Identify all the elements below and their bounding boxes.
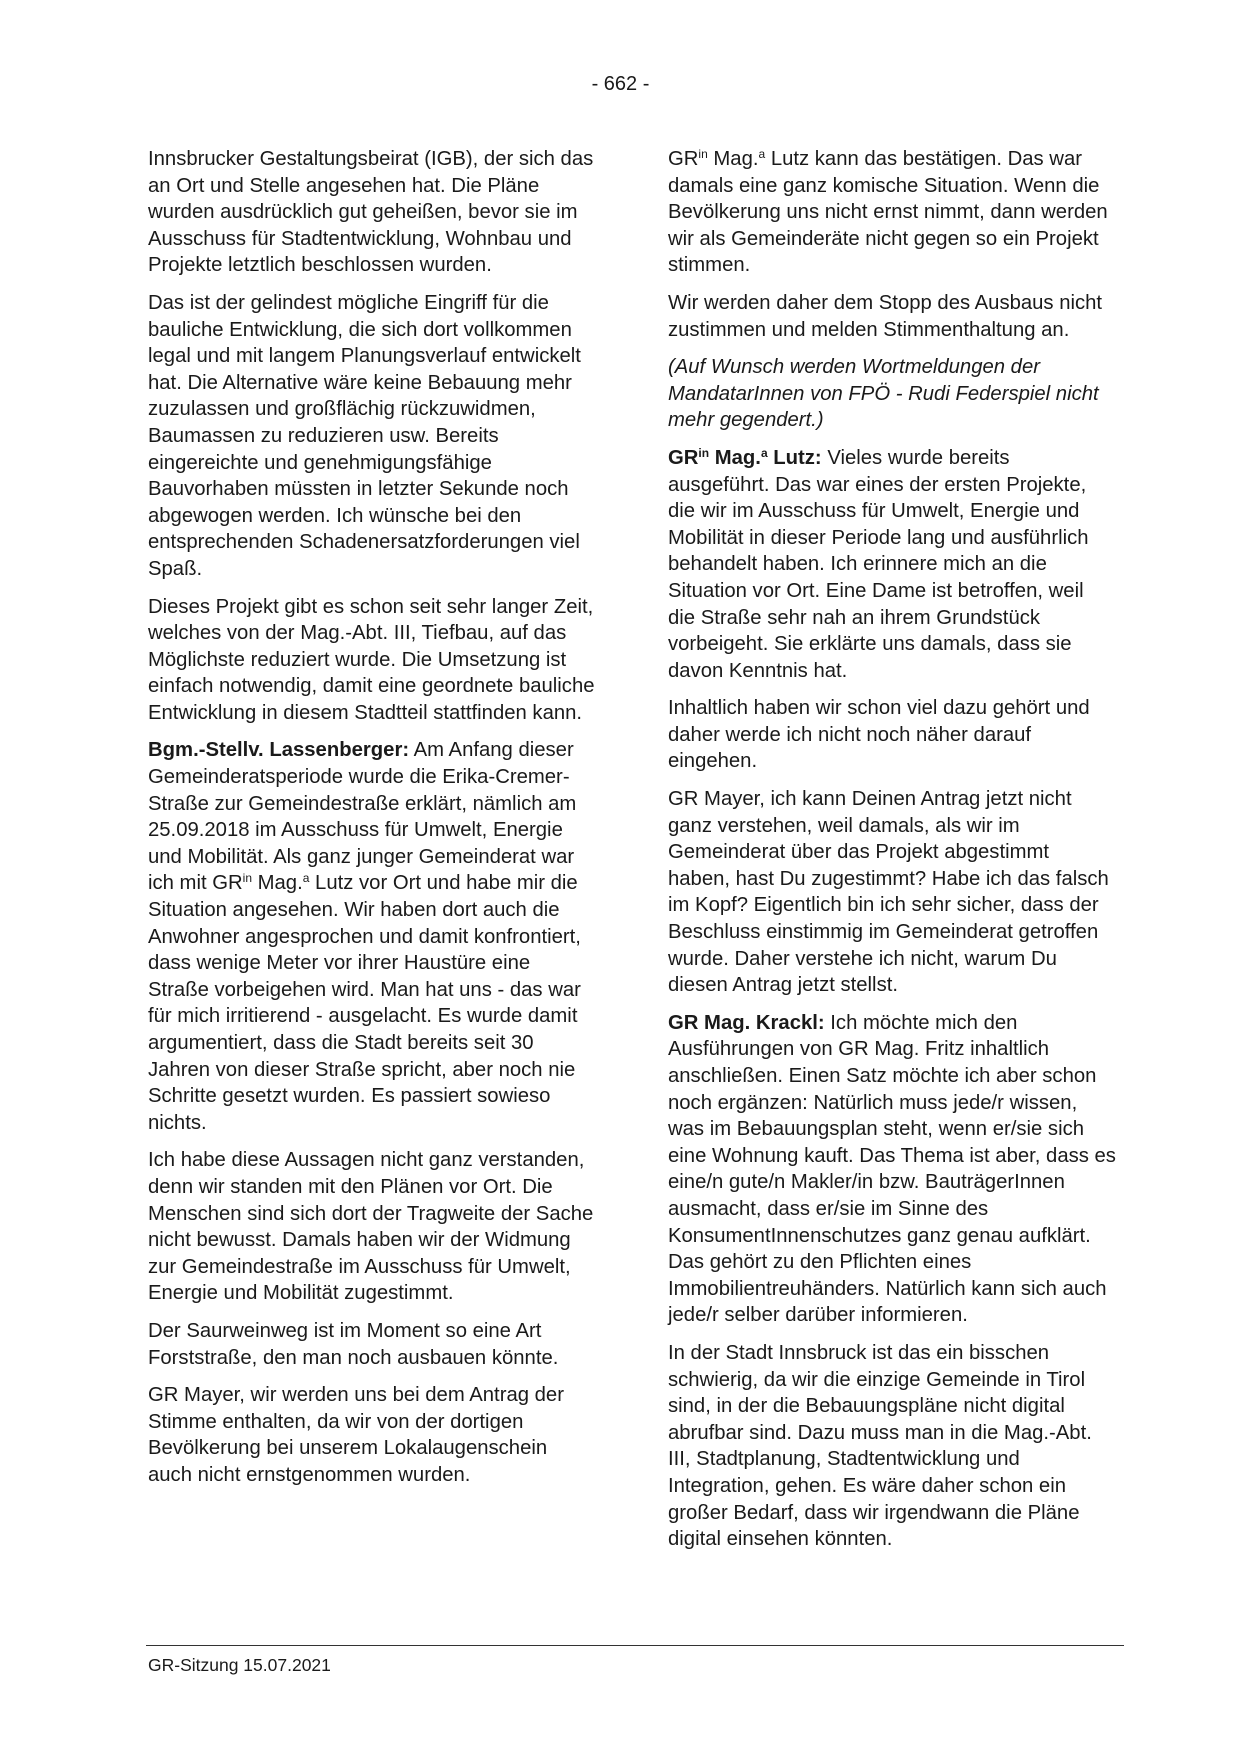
paragraph: $GR^{in}$ Mag.$^a$ Lutz: Vieles wurde bereits ausgeführt. Das war eines der ersten Projekte, die wir im Ausschuss für Umwelt, Energie und Mobilität in dieser Periode lang und ausführlich behandelt haben. Ich erinnere mich an die Situation vor Ort. Eine Dame ist betroffen, weil die Straße sehr nah an ihrem Grundstück vorbeigeht. Sie erklärte uns damals, dass sie davon Kenntnis hat. bbox=[668, 445, 1089, 682]
page-number: - 662 - bbox=[591, 73, 650, 95]
speaker-name: Bgm.-Stellv. Lassenberger: bbox=[148, 739, 410, 762]
paragraph: Innsbrucker Gestaltungsbeirat (IGB), der sich das an Ort und Stelle angesehen hat. Die Pläne wurden ausdrücklich gut geheißen, bevor sie im Ausschuss für Stadtentwicklung, Wohnbau und Projekte letztlich beschlossen wurden. bbox=[148, 148, 594, 277]
paragraph: Der Saurweinweg ist im Moment so eine Art Forststraße, den man noch ausbauen könnte. bbox=[148, 1319, 559, 1369]
paragraph: Bgm.-Stellv. Lassenberger: Am Anfang dieser Gemeinderatsperiode wurde die Erika-Cremer-Straße zur Gemeindestraße erklärt, nämlich am 25.09.2018 im Ausschuss für Umwelt, Energie und Mobilität. Als ganz junger Gemeinderat war ich mit $GR^{in}$ Mag.$^a$ Lutz vor Ort und habe mir die Situation angesehen. Wir haben dort auch die Anwohner angesprochen und damit konfrontiert, dass wenige Meter vor ihrer Haustüre eine Straße vorbeigehen wird. Man hat uns - das war für mich irritierend - ausgelacht. Es wurde damit argumentiert, dass die Stadt bereits seit 30 Jahren von dieser Straße spricht, aber noch nie Schritte gesetzt wurden. Es passiert sowieso nichts. bbox=[148, 739, 581, 1134]
right-column bbox=[668, 146, 1116, 1564]
paragraph: Wir werden daher dem Stopp des Ausbaus nicht zustimmen und melden Stimmenthaltung an. bbox=[668, 291, 1103, 341]
paragraph: Das ist der gelindest mögliche Eingriff für die bauliche Entwicklung, die sich dort vollkommen legal und mit langem Planungsverlauf entwickelt hat. Die Alternative wäre keine Bebauung mehr zuzulassen und großflächig rückzuwidmen, Baumassen zu reduzieren usw. Bereits eingereichte und genehmigungsfähige Bauvorhaben müssten in letzter Sekunde noch abgewogen werden. Ich wünsche bei den entsprechenden Schadenersatzforderungen viel Spaß. bbox=[148, 291, 581, 580]
speaker-name: $GR^{in}$ Mag.$^a$ Lutz: bbox=[668, 445, 822, 469]
paragraph: Ich habe diese Aussagen nicht ganz verstanden, denn wir standen mit den Plänen vor Ort. Die Menschen sind sich dort der Tragweite der Sache nicht bewusst. Damals haben wir der Widmung zur Gemeindestraße im Ausschuss für Umwelt, Energie und Mobilität zugestimmt. bbox=[148, 1149, 594, 1305]
footer-divider bbox=[146, 1645, 1124, 1646]
speaker-name: GR Mag. Krackl: bbox=[668, 1011, 825, 1034]
paragraph: $GR^{in}$ Mag.$^a$ Lutz kann das bestätigen. Das war damals eine ganz komische Situation. Wenn die Bevölkerung uns nicht ernst nimmt, dann werden wir als Gemeinderäte nicht gegen so ein Projekt stimmen. bbox=[668, 147, 1108, 277]
left-column bbox=[148, 146, 596, 1500]
paragraph: GR Mayer, wir werden uns bei dem Antrag der Stimme enthalten, da wir von der dortigen Bevölkerung bei unserem Lokalaugenschein auch nicht ernstgenommen wurden. bbox=[148, 1384, 564, 1486]
paragraph: In der Stadt Innsbruck ist das ein bisschen schwierig, da wir die einzige Gemeinde in Tirol sind, in der die Bebauungspläne nicht digital abrufbar sind. Dazu muss man in die Mag.-Abt. III, Stadtplanung, Stadtentwicklung und Integration, gehen. Es wäre daher schon ein großer Bedarf, dass wir irgendwann die Pläne digital einsehen könnten. bbox=[668, 1341, 1092, 1551]
paragraph: Dieses Projekt gibt es schon seit sehr langer Zeit, welches von der Mag.-Abt. III, Tiefbau, auf das Möglichste reduziert wurde. Die Umsetzung ist einfach notwendig, damit eine geordnete bauliche Entwicklung in diesem Stadtteil stattfinden kann. bbox=[148, 595, 595, 724]
paragraph: GR Mag. Krackl: Ich möchte mich den Ausführungen von GR Mag. Fritz inhaltlich anschließen. Einen Satz möchte ich aber schon noch ergänzen: Natürlich muss jede/r wissen, was im Bebauungsplan steht, wenn er/sie sich eine Wohnung kauft. Das Thema ist aber, dass es eine/n gute/n Makler/in bzw. BauträgerInnen ausmacht, dass er/sie im Sinne des KonsumentInnenschutzes ganz genau aufklärt. Das gehört zu den Pflichten eines Immobilientreuhänders. Natürlich kann sich auch jede/r selber darüber informieren. bbox=[668, 1011, 1116, 1327]
editorial-note: (Auf Wunsch werden Wortmeldungen der MandatarInnen von FPÖ - Rudi Federspiel nicht mehr gegendert.) bbox=[668, 356, 1099, 432]
paragraph: Inhaltlich haben wir schon viel dazu gehört und daher werde ich nicht noch näher darauf eingehen. bbox=[668, 697, 1090, 773]
footer-session-date: GR-Sitzung 15.07.2021 bbox=[148, 1655, 331, 1675]
paragraph: GR Mayer, ich kann Deinen Antrag jetzt nicht ganz verstehen, weil damals, als wir im Gemeinderat über das Projekt abgestimmt haben, hast Du zugestimmt? Habe ich das falsch im Kopf? Eigentlich bin ich sehr sicher, dass der Beschluss einstimmig im Gemeinderat getroffen wurde. Daher verstehe ich nicht, warum Du diesen Antrag jetzt stellst. bbox=[668, 788, 1109, 997]
